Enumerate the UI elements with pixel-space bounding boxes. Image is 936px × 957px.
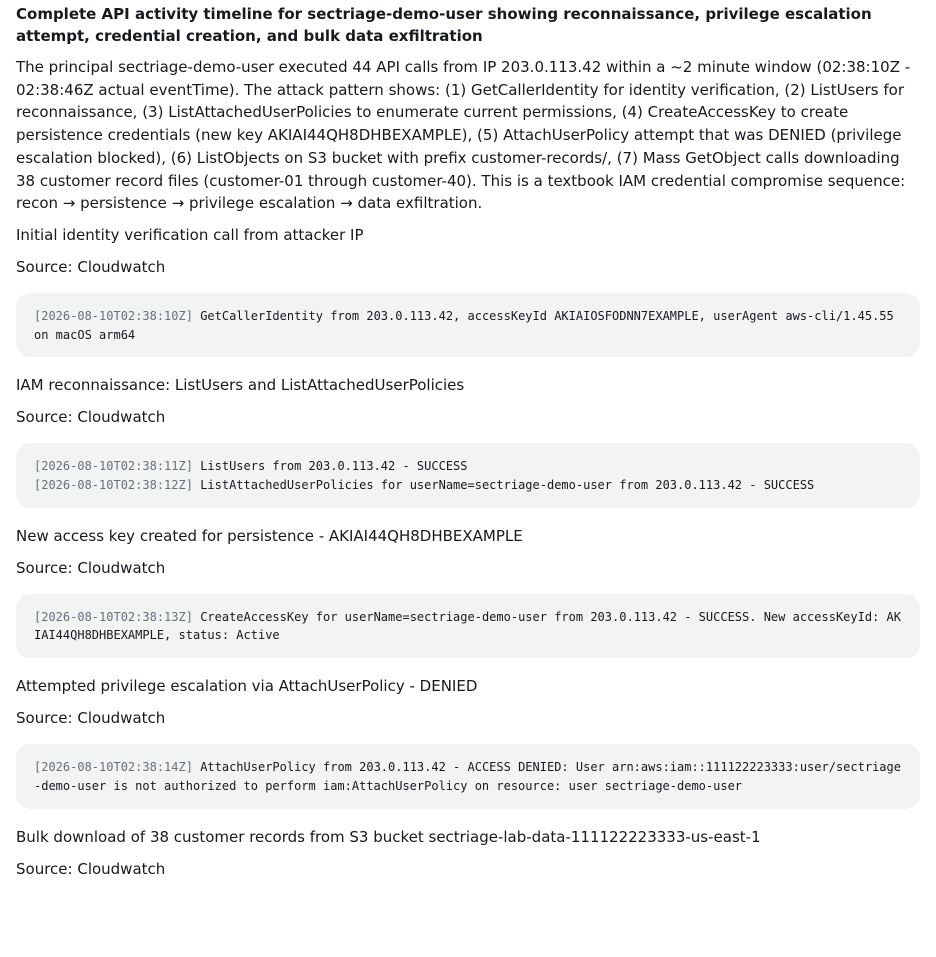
finding-source: Source: Cloudwatch [16,558,166,577]
log-block [16,443,920,507]
log-line [34,307,902,344]
finding-title: New access key created for persistence - AKIAI44QH8DHBEXAMPLE [16,526,523,545]
finding-source: Source: Cloudwatch [16,257,166,276]
finding-title: Bulk download of 38 customer records from S3 bucket sectriage-lab-data-111122223333-us-east-1 [16,827,761,846]
log-message: CreateAccessKey for userName=sectriage-demo-user from 203.0.113.42 - SUCCESS. New accessKeyId: AKIAI44QH8DHBEXAMPLE, status: Active [34,609,901,643]
finding-source: Source: Cloudwatch [16,709,166,728]
log-block [16,594,920,658]
log-line [34,608,902,645]
finding-title: Initial identity verification call from attacker IP [16,225,364,244]
report-summary: The principal sectriage-demo-user executed 44 API calls from IP 203.0.113.42 within a ~2 minute window (02:38:10Z - 02:38:46Z actual eventTime). The attack pattern shows: (1) GetCallerIdentity for identity verification, (2) ListUsers for reconnaissance, (3) ListAttachedUserPolicies to enumerate current permissions, (4) CreateAccessKey to create persistence credentials (new key AKIAI44QH8DHBEXAMPLE), (5) AttachUserPolicy attempt that was DENIED (privilege escalation blocked), (6) ListObjects on S3 bucket with prefix customer-records/, (7) Mass GetObject calls downloading 38 customer record files (customer-01 through customer-40). This is a textbook IAM credential compromise sequence: recon → persistence → privilege escalation → data exfiltration. [16,58,911,213]
log-line [34,476,902,495]
finding-title: Attempted privilege escalation via AttachUserPolicy - DENIED [16,677,478,696]
log-line [34,457,902,476]
finding-section [16,224,920,357]
log-block [16,744,920,808]
log-timestamp: [2026-08-10T02:38:14Z] [34,760,193,775]
finding-section [16,675,920,808]
log-message: AttachUserPolicy from 203.0.113.42 - ACCESS DENIED: User arn:aws:iam::111122223333:user/sectriage-demo-user is not authorized to perform iam:AttachUserPolicy on resource: user sectriage-demo-user [34,760,901,793]
log-block [16,293,920,357]
finding-source: Source: Cloudwatch [16,859,166,878]
log-timestamp: [2026-08-10T02:38:11Z] [34,459,193,474]
report-title: Complete API activity timeline for sectriage-demo-user showing reconnaissance, privilege escalation attempt, credential creation, and bulk data exfiltration [16,5,872,45]
finding-report [16,3,920,880]
finding-source: Source: Cloudwatch [16,408,166,427]
log-message: GetCallerIdentity from 203.0.113.42, accessKeyId AKIAIOSFODNN7EXAMPLE, userAgent aws-cli/1.45.55 on macOS arm64 [34,308,901,342]
log-line [34,758,902,795]
finding-title: IAM reconnaissance: ListUsers and ListAttachedUserPolicies [16,376,465,395]
finding-section [16,826,920,880]
finding-section [16,374,920,507]
log-timestamp: [2026-08-10T02:38:12Z] [34,478,193,493]
log-message: ListUsers from 203.0.113.42 - SUCCESS [200,459,468,474]
log-timestamp: [2026-08-10T02:38:10Z] [34,308,193,323]
finding-section [16,525,920,658]
log-timestamp: [2026-08-10T02:38:13Z] [34,609,193,624]
log-message: ListAttachedUserPolicies for userName=sectriage-demo-user from 203.0.113.42 - SUCCESS [200,478,815,493]
